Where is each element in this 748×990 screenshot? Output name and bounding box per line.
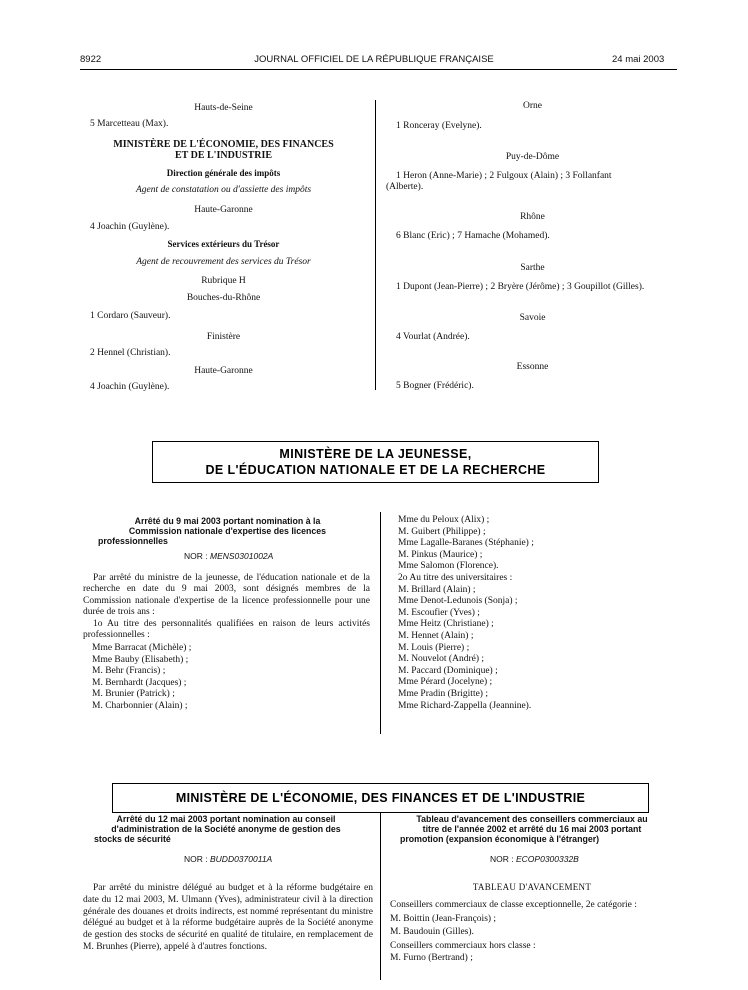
region-savoie: Savoie: [519, 313, 546, 323]
list-item: M. Paccard (Dominique) ;: [398, 665, 498, 676]
tableau-title-1: Tableau d'avancement des conseillers commerciaux au: [416, 814, 648, 824]
arrete-12-mai-title-3: stocks de sécurité: [94, 834, 171, 844]
nor-label: NOR :: [184, 854, 208, 864]
entry-cordaro: 1 Cordaro (Sauveur).: [90, 311, 171, 321]
entry-ronceray: 1 Ronceray (Evelyne).: [396, 121, 482, 131]
list-item: Mme du Peloux (Alix) ;: [398, 515, 490, 525]
list-item: 2o Au titre des universitaires :: [398, 572, 513, 583]
arrete-12-mai-title-2: d'administration de la Société anonyme de gestion des: [111, 824, 341, 834]
ministere-jeunesse-line2: DE L'ÉDUCATION NATIONALE ET DE LA RECHERCHE: [205, 463, 546, 477]
tableau-heading: TABLEAU D'AVANCEMENT: [472, 882, 592, 892]
region-bouches-du-rhone: Bouches-du-Rhône: [186, 293, 261, 303]
ministere-line1: MINISTÈRE DE L'ÉCONOMIE, DES FINANCES: [113, 139, 334, 150]
page-number: 8922: [80, 54, 102, 65]
region-sarthe: Sarthe: [520, 263, 545, 273]
list-item: Mme Heitz (Christiane) ;: [398, 619, 494, 630]
list-item: M. Charbonnier (Alain) ;: [92, 700, 188, 711]
tableau-title-3: promotion (expansion économique à l'étranger): [400, 834, 600, 844]
entry-hennel: 2 Hennel (Christian).: [90, 348, 171, 358]
nor-budd: [184, 854, 272, 864]
column-divider: [375, 100, 376, 390]
entry-dupont: 1 Dupont (Jean-Pierre) ; 2 Bryère (Jérôme) ; 3 Goupillot (Gilles).: [396, 282, 645, 292]
list-item: Mme Pérard (Jocelyne) ;: [398, 677, 493, 688]
list-item: Mme Pradin (Brigitte) ;: [398, 688, 488, 699]
arrete-9-mai-para1: Par arrêté du ministre de la jeunesse, de l'éducation nationale et de la recherche en date du 9 mai 2003, sont désignés membres de la Commission nationale d'expertise de la licence professionnelle pour une durée de trois ans :: [83, 573, 370, 618]
nor-code: ECOP0300332B: [516, 854, 579, 864]
ministere-jeunesse-line1: MINISTÈRE DE LA JEUNESSE,: [279, 447, 472, 461]
list-item: M. Boittin (Jean-François) ;: [390, 914, 497, 924]
nor-mens: [184, 551, 273, 561]
list-item: Mme Salomon (Florence).: [398, 561, 499, 572]
arrete-9-mai-title-2: Commission nationale d'expertise des licences: [128, 526, 327, 536]
list-item: M. Baudouin (Gilles).: [390, 926, 474, 937]
arrete-9-mai-title-3: professionnelles: [98, 536, 168, 546]
entry-vourlat: 4 Vourlat (Andrée).: [396, 332, 470, 342]
tableau-list: [390, 899, 637, 965]
list-item: Mme Bauby (Elisabeth) ;: [92, 654, 189, 665]
list-item: M. Guibert (Philippe) ;: [398, 526, 486, 537]
region-orne: Orne: [523, 101, 542, 111]
ministere-jeunesse-box: [152, 441, 599, 483]
ministere-economie-box: [112, 783, 649, 813]
list-item: M. Escoufier (Yves) ;: [398, 607, 480, 618]
rubrique: Rubrique H: [201, 276, 246, 286]
entry-joachin: 4 Joachin (Guylène).: [90, 222, 170, 232]
region-haute-garonne-2: Haute-Garonne: [194, 366, 253, 376]
services-tresor: Services extérieurs du Trésor: [167, 239, 280, 249]
list-item: M. Furno (Bertrand) ;: [390, 953, 473, 963]
entry-blanc: 6 Blanc (Eric) ; 7 Hamache (Mohamed).: [396, 231, 550, 241]
list-item: Mme Barracat (Michèle) ;: [92, 643, 192, 653]
column-divider-3: [380, 813, 381, 980]
list-item: Mme Lagalle-Baranes (Stéphanie) ;: [398, 538, 534, 549]
nor-label: NOR :: [184, 551, 208, 561]
members-right-list: [398, 515, 534, 712]
direction-generale: Direction générale des impôts: [166, 168, 281, 178]
region-essonne: Essonne: [516, 362, 549, 372]
list-item: Mme Denot-Ledunois (Sonja) ;: [398, 596, 518, 607]
list-item: M. Nouvelot (André) ;: [398, 654, 485, 665]
tableau-title-2: titre de l'année 2002 et arrêté du 16 mai 2003 portant: [422, 824, 642, 834]
nor-label: NOR :: [490, 854, 514, 864]
list-item: M. Behr (Francis) ;: [92, 666, 166, 677]
agent-recouvrement: Agent de recouvrement des services du Trésor: [136, 257, 311, 267]
nor-ecop: [490, 854, 579, 864]
agent-constatation: Agent de constatation ou d'assiette des impôts: [135, 185, 312, 195]
list-item: Conseillers commerciaux de classe exceptionnelle, 2e catégorie :: [390, 900, 637, 910]
list-item: M. Pinkus (Maurice) ;: [398, 549, 483, 560]
header-date: 24 mai 2003: [612, 54, 665, 65]
column-divider-2: [380, 512, 381, 734]
nor-code: BUDD0370011A: [210, 854, 273, 864]
entry-heron-line2: (Alberte).: [386, 182, 424, 192]
members-left-list: [92, 643, 191, 713]
list-item: M. Bernhardt (Jacques) ;: [92, 677, 187, 688]
arrete-9-mai-para2: 1o Au titre des personnalités qualifiées en raison de leurs activités professionnelles :: [83, 619, 370, 641]
ministere-economie-title: MINISTÈRE DE L'ÉCONOMIE, DES FINANCES ET DE L'INDUSTRIE: [175, 791, 586, 805]
list-item: Mme Richard-Zappella (Jeannine).: [398, 700, 532, 711]
region-hauts-de-seine: Hauts-de-Seine: [194, 103, 253, 113]
list-item: M. Brunier (Patrick) ;: [92, 689, 175, 700]
arrete-12-mai-title-1: Arrêté du 12 mai 2003 portant nomination au conseil: [116, 814, 336, 824]
list-item: M. Brillard (Alain) ;: [398, 584, 476, 595]
nor-code: MENS0301002A: [210, 551, 274, 561]
region-finistere: Finistère: [206, 332, 241, 342]
entry-heron-line1: 1 Heron (Anne-Marie) ; 2 Fulgoux (Alain) ; 3 Follanfant: [396, 171, 612, 181]
entry-joachin-2: 4 Joachin (Guylène).: [90, 382, 170, 392]
list-item: M. Louis (Pierre) ;: [398, 642, 470, 653]
entry-marcetteau: 5 Marcetteau (Max).: [90, 119, 169, 129]
region-rhone: Rhône: [520, 212, 545, 222]
list-item: Conseillers commerciaux hors classe :: [390, 940, 536, 951]
entry-bogner: 5 Bogner (Frédéric).: [396, 381, 474, 391]
region-haute-garonne: Haute-Garonne: [194, 205, 253, 215]
arrete-12-mai-para: Par arrêté du ministre délégué au budget et à la réforme budgétaire en date du 12 mai 2003, M. Ulmann (Yves), administrateur civil à la direction générale des douanes et droits indirects, est nommé représentant du ministre délégué au budget et à la réforme budgétaire auprès de la Société anonyme de gestion des stocks de sécurité en qualité de titulaire, en remplacement de M. Brunhes (Pierre), appelé à d'autres fonctions.: [83, 883, 373, 952]
region-puy-de-dome: Puy-de-Dôme: [505, 152, 560, 162]
header-rule: [80, 69, 677, 70]
list-item: M. Hennet (Alain) ;: [398, 630, 474, 641]
journal-title: JOURNAL OFFICIEL DE LA RÉPUBLIQUE FRANÇAISE: [254, 54, 494, 65]
ministere-line2: ET DE L'INDUSTRIE: [174, 150, 273, 161]
arrete-9-mai-title-1: Arrêté du 9 mai 2003 portant nomination à la: [134, 516, 321, 526]
